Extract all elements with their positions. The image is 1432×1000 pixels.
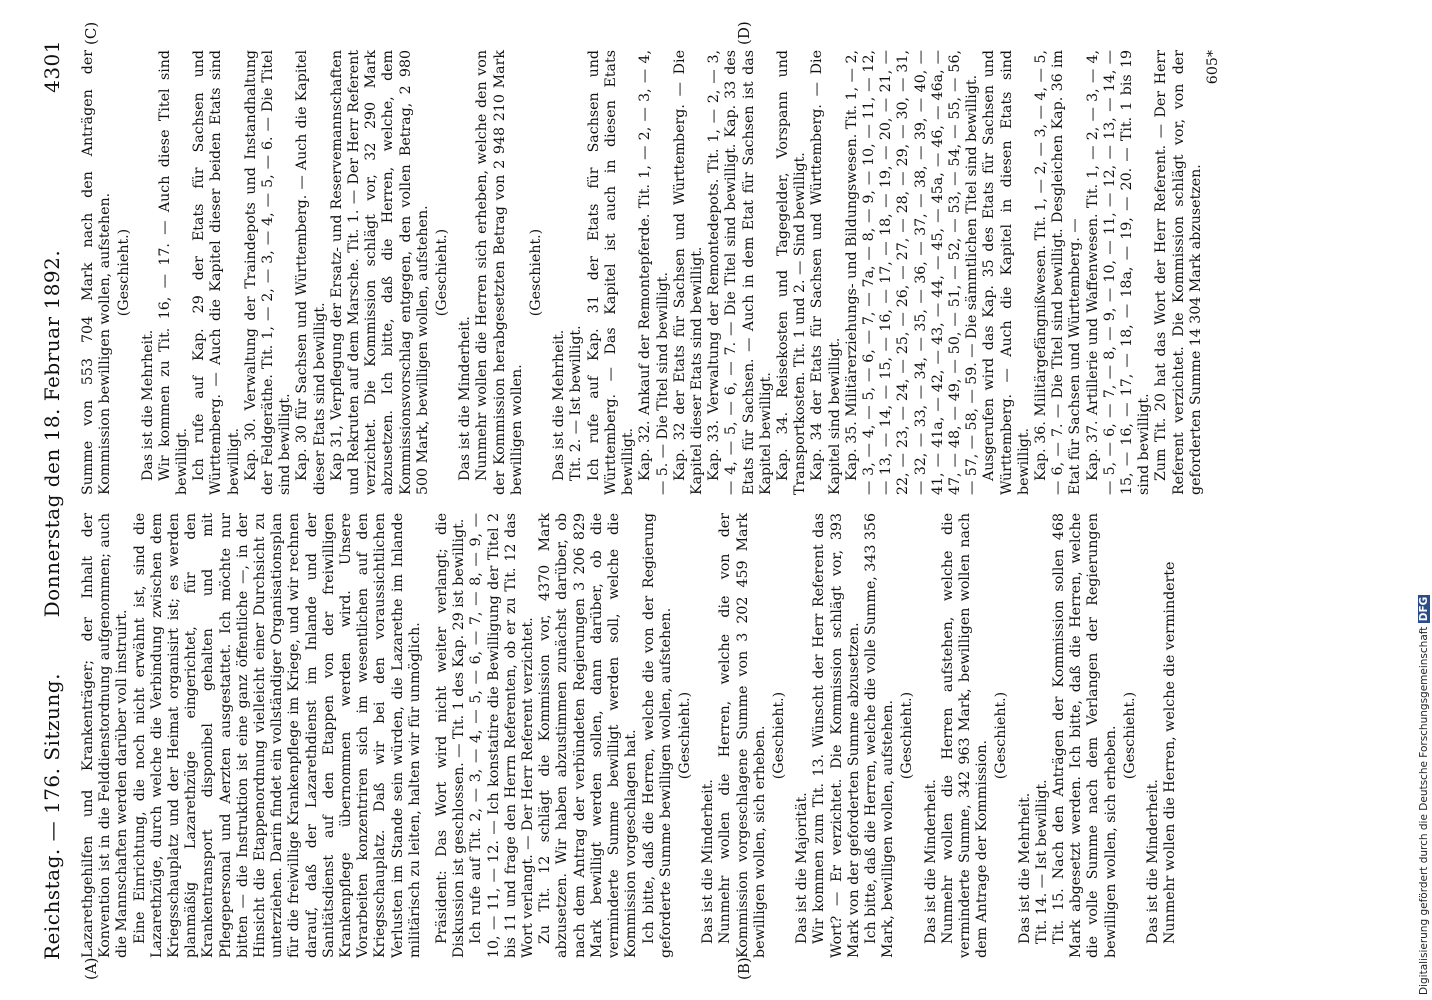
paragraph: Nunmehr wollen die Herren sich erheben, welche den von der Kommission herabgesetzten Betrag von 2 948 210 Mark bewilligen wollen. [474,50,525,495]
paragraph: Das ist die Majorität. [794,792,811,944]
paragraph: Eine Einrichtung, die noch nicht erwähnt ist, sind die Lazarethzüge, durch welche die Verbindung zwischen dem Kriegsschauplatz und der Heimat organisirt ist; es werden planmäßig Lazarethzüge eingerichtet, für den Krankentransport disponibel gehalten und mit Pflegepersonal und Aerzten ausgestattet. Ich möchte nur bitten — die Instruktion ist eine ganz öffentliche —, in der Hinsicht die Etappenordnung vielleicht einer Durchsicht zu unterziehen. Darin findet ein vollständiger Organisationsplan für die freiwillige Krankenpflege im Kriege, und wir rechnen darauf, daß der Lazarethdienst im Inlande und der Sanitätsdienst auf den Etappen von der freiwilligen Krankenpflege übernommen werden wird. Unsere Vorarbeiten konzentriren sich im wesentlichen auf den Kriegsschauplatz. Daß wir bei den voraussichtlichen Verlusten im Stande sein würden, die Lazarethe im Inlande militärisch zu leiten, halten wir für unmöglich. [131,513,423,958]
paragraph: Kap. 35. Militärerziehungs- und Bildungswesen. Tit. 1, — 2, — 3, — 4, — 5, — 6, — 7, — 7a, — 8, — 9, — 10, — 11, — 12, — 13, — 14, — 15, — 16, — 17, — 18, — 19, — 20, — 21, — 22, — 23, — 24, — 25, — 26, — 27, — 28, — 29, — 30, — 31, — 32, — 33, — 34, — 35, — 36, — 37, — 38, — 39, — 40, — 41, — 41a, — 42, — 43, — 44, — 45, — 45a, — 46, — 46a, — 47, — 48, — 49, — 50, — 51, — 52, — 53, — 54, — 55, — 56, — 57, — 58, — 59. — Die sämmtlichen Titel sind bewilligt. [843,50,981,495]
stage-direction: (Geschieht.) [116,228,133,317]
paragraph: Ich bitte, daß die Herren, welche die volle Summe, 343 356 Mark, bewilligen wollen, aufstehen. [862,513,897,958]
stage-direction: (Geschieht.) [993,691,1010,780]
stage-direction: (Geschieht.) [770,691,787,780]
paragraph: Tit. 14. — Ist bewilligt. [1033,779,1050,944]
paragraph: Ich bitte, daß die Herren, welche die von der Regierung geforderte Summe bewilligen wollen, aufstehen. [640,513,674,958]
paragraph: Lazarethgehilfen und Krankenträger; der Inhalt der Konvention ist in die Felddienstordnung aufgenommen; auch die Mannschaften werden darüber voll instruirt. [80,513,131,958]
digitization-note-text: Digitalisierung gefördert durch die Deutsche Forschungsgemeinschaft [1418,626,1430,995]
stage-direction: (Geschieht.) [676,691,693,780]
paragraph: Nunmehr wollen die Herren, welche die von der Kommission vorgeschlagene Summe von 3 202 459 Mark bewilligen wollen, sich erheben. [717,513,768,958]
paragraph: Tit. 15. Nach den Anträgen der Kommission sollen 468 Mark abgesetzt werden. Ich bitte, daß die Herren, welche die volle Summe nach dem Verlangen der Regierungen bewilligen wollen, sich erheben. [1050,513,1119,958]
signature-mark: 605* [1205,50,1221,85]
paragraph: Das ist die Minderheit. [700,779,717,944]
paragraph: Kap. 33. Verwaltung der Remontedepots. Tit. 1, — 2, — 3, — 4, — 5, — 6, — 7. — Die Titel sind bewilligt. Kap. 33 des Etats für Sachsen. — Auch in dem Etat für Sachsen ist das Kapitel bewilligt. [706,50,774,495]
stage-direction: (Geschieht.) [528,228,545,317]
dfg-logo: DFG [1418,596,1430,622]
paragraph: Ich rufe auf Kap. 31 der Etats für Sachsen und Württemberg. — Das Kapitel ist auch in diesen Etats bewilligt. [585,50,637,495]
digitization-note [1418,595,1430,995]
paragraph: Tit. 2. — Ist bewilligt. [568,325,585,481]
paragraph: Kap. 37. Artillerie und Waffenwesen. Tit. 1, — 2, — 3, — 4, — 5, — 6, — 7, — 8, — 9, — 10, — 11, — 12, — 13, — 14, — 15, — 16, — 17, — 18, — 18a, — 19, — 20. — Tit. 1 bis 19 sind bewilligt. [1084,50,1153,495]
paragraph: Ich rufe auf Kap. 29 der Etats für Sachsen und Württemberg. — Auch die Kapitel dieser beiden Etats sind bewilligt. [191,50,242,495]
paragraph: Wir kommen zum Tit. 13. Wünscht der Herr Referent das Wort? — Er verzichtet. Die Kommission schlägt vor, 393 Mark von der geforderten Summe abzusetzen. [811,513,862,958]
paragraph: Das ist die Minderheit. [922,779,939,944]
margin-marker-c: (C) [82,21,100,45]
page-number: 4301 [40,40,64,93]
stage-direction: (Geschieht.) [1121,691,1138,780]
paragraph: Das ist die Mehrheit. [139,329,156,481]
paragraph: Ich rufe auf Tit. 2, — 3, — 4, — 5, — 6, — 7, — 8, — 9, — 10, — 11, — 12. — Ich konstatire die Bewilligung der Titel 2 bis 11 und frage den Herrn Referenten, ob er zu Tit. 12 das Wort verlangt. — Der Herr Referent verzichtet. [468,513,537,958]
paragraph: Kap. 30 für Sachsen und Württemberg. — Auch die Kapitel dieser Etats sind bewilligt. [294,50,328,495]
paragraph: Kap. 34. Reisekosten und Tagegelder, Vorspann und Transportkosten. Tit. 1 und 2. — Sind bewilligt. [774,50,809,495]
column-left [80,513,1179,958]
paragraph: Kap. 32. Ankauf der Remontepferde. Tit. 1, — 2, — 3, — 4, — 5. — Die Titel sind bewilligt. [637,50,671,495]
paragraph-president: Präsident: Das Wort wird nicht weiter verlangt; die Diskussion ist geschlossen. — Tit. 1 des Kap. 29 ist bewilligt. [434,513,468,958]
paragraph: Das ist die Mehrheit. [551,329,568,481]
paragraph: Das ist die Minderheit. [457,316,474,481]
header-left: Reichstag. — 176. Sitzung. [40,673,64,960]
paragraph: Zum Tit. 20 hat das Wort der Herr Referent. — Der Herr Referent verzichtet. Die Kommission schlägt vor, von der geforderten Summe 14 304 Mark abzusetzen. [1153,50,1204,495]
paragraph: Wir kommen zu Tit. 16, — 17. — Auch diese Titel sind bewilligt. [156,50,191,495]
paragraph: Zu Tit. 12 schlägt die Kommission vor, 4370 Mark abzusetzen. Wir haben abzustimmen zunächst darüber, ob nach dem Antrag der verbündeten Regierungen 3 206 829 Mark bewilligt werden sollen, dann darüber, ob die verminderte Summe bewilligt werden soll, welche die Kommission vorgeschlagen hat. [537,513,640,958]
column-right [80,50,1228,495]
paragraph: Ausgerufen wird das Kap. 35 des Etats für Sachsen und Württemberg. — Auch die Kapitel in diesen Etats sind bewilligt. [981,50,1032,495]
stage-direction: (Geschieht.) [899,691,916,780]
paragraph: Nunmehr wollen die Herren aufstehen, welche die verminderte Summe, 342 963 Mark, bewilligen wollen nach dem Antrage der Kommission. [939,513,991,958]
paragraph: Nunmehr wollen die Herren, welche die verminderte [1162,561,1179,944]
paragraph: Kap 31, Verpflegung der Ersatz- und Reservemannschaften und Rekruten auf dem Marsche. Tit. 1. — Der Herr Referent verzichtet. Die Kommission schlägt vor, 32 290 Mark abzusetzen. Ich bitte, daß die Herren, welche, dem Kommissionsvorschlag entgegen, den vollen Betrag, 2 980 500 Mark, bewilligen wollen, aufstehen. [328,50,431,495]
header-date: Donnerstag den 18. Februar 1892. [40,249,64,618]
header-right [40,40,64,617]
paragraph: Das ist die Minderheit. [1144,779,1161,944]
paragraph: Kap. 34 der Etats für Sachsen und Württemberg. — Die Kapitel sind bewilligt. [809,50,843,495]
paragraph: Kap. 36. Militärgefängnißwesen. Tit. 1, — 2, — 3, — 4, — 5, — 6, — 7. — Die Titel sind bewilligt. Desgleichen Kap. 36 im Etat für Sachsen und Württemberg. — [1032,50,1084,495]
margin-marker-a: (A) [82,957,100,980]
paragraph: Kap. 32 der Etats für Sachsen und Württemberg. — Die Kapitel dieser Etats sind bewilligt. [671,50,705,495]
margin-marker-b: (B) [735,957,753,980]
paragraph: Summe von 553 704 Mark nach den Anträgen der Kommission bewilligen wollen, aufstehen. [80,50,114,495]
stage-direction: (Geschieht.) [434,228,451,317]
page-header [40,40,70,960]
margin-marker-d: (D) [735,21,753,45]
paragraph: Kap. 30. Verwaltung der Traindepots und Instandhaltung der Feldgeräthe. Tit. 1, — 2, — 3, — 4, — 5, — 6. — Die Titel sind bewilligt. [242,50,294,495]
paragraph: Das ist die Mehrheit. [1016,792,1033,944]
